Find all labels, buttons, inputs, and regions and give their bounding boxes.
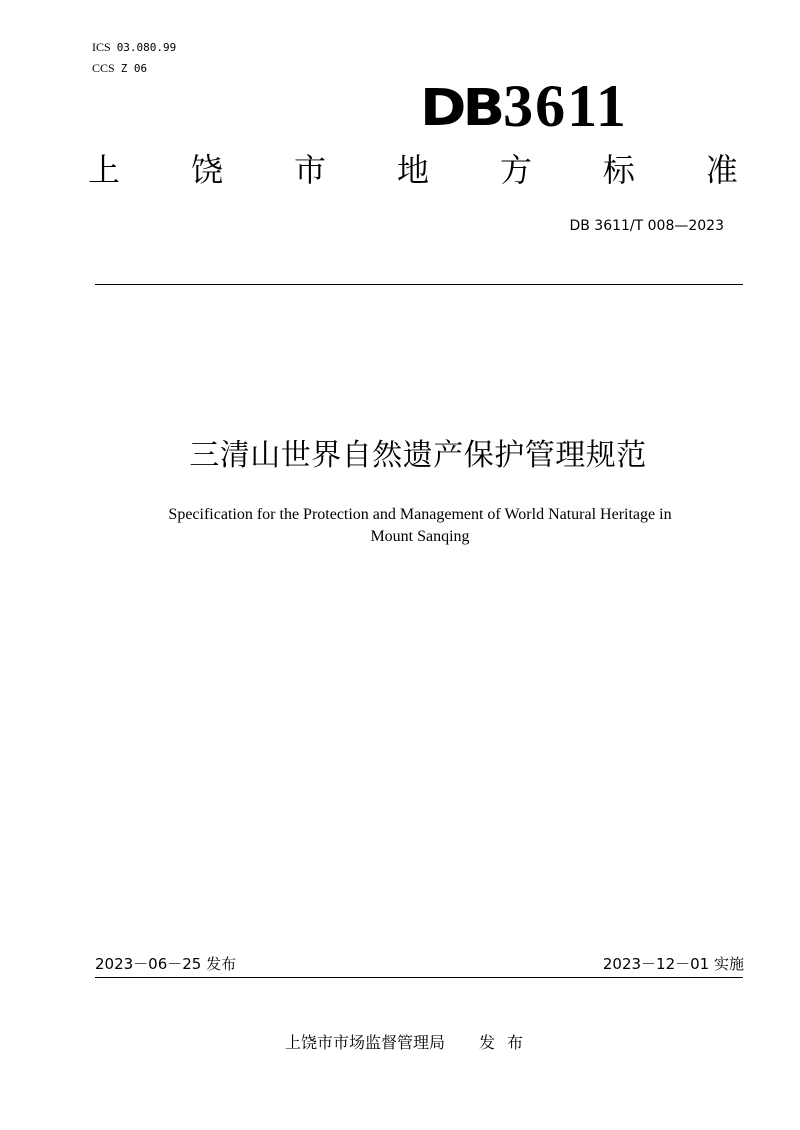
standard-category xyxy=(88,150,738,190)
issuer-action: 发布 xyxy=(479,1033,536,1052)
ics-label: ICS xyxy=(92,40,111,54)
ccs-code-line xyxy=(92,61,147,76)
logo-number: 3611 xyxy=(503,73,628,139)
category-char: 准 xyxy=(705,151,738,189)
ccs-code: Z 06 xyxy=(120,62,148,75)
category-char: 标 xyxy=(602,151,635,189)
db-standard-logo xyxy=(420,70,628,139)
document-title-cn: 三清山世界自然遗产保护管理规范 xyxy=(189,438,647,473)
category-char: 地 xyxy=(396,151,429,189)
category-char: 市 xyxy=(293,151,326,189)
release-date: 2023－06－25 发布 xyxy=(95,955,237,973)
top-divider xyxy=(95,284,743,285)
document-title-en xyxy=(100,504,740,548)
logo-prefix: DB xyxy=(420,79,502,138)
ics-code-line xyxy=(92,40,176,55)
category-char: 饶 xyxy=(190,151,223,189)
implementation-date: 2023－12－01 实施 xyxy=(602,955,744,973)
category-char: 上 xyxy=(88,151,121,189)
ics-code: 03.080.99 xyxy=(116,41,177,54)
title-en-line-1: Specification for the Protection and Management of World Natural Heritage in xyxy=(168,506,672,523)
issuer-name: 上饶市市场监督管理局 xyxy=(284,1033,445,1052)
issuing-authority xyxy=(0,1032,800,1054)
standard-number: DB 3611/T 008—2023 xyxy=(569,218,724,234)
title-en-line-2: Mount Sanqing xyxy=(370,528,470,545)
bottom-divider xyxy=(95,977,743,978)
category-char: 方 xyxy=(499,151,532,189)
ccs-label: CCS xyxy=(92,61,115,75)
